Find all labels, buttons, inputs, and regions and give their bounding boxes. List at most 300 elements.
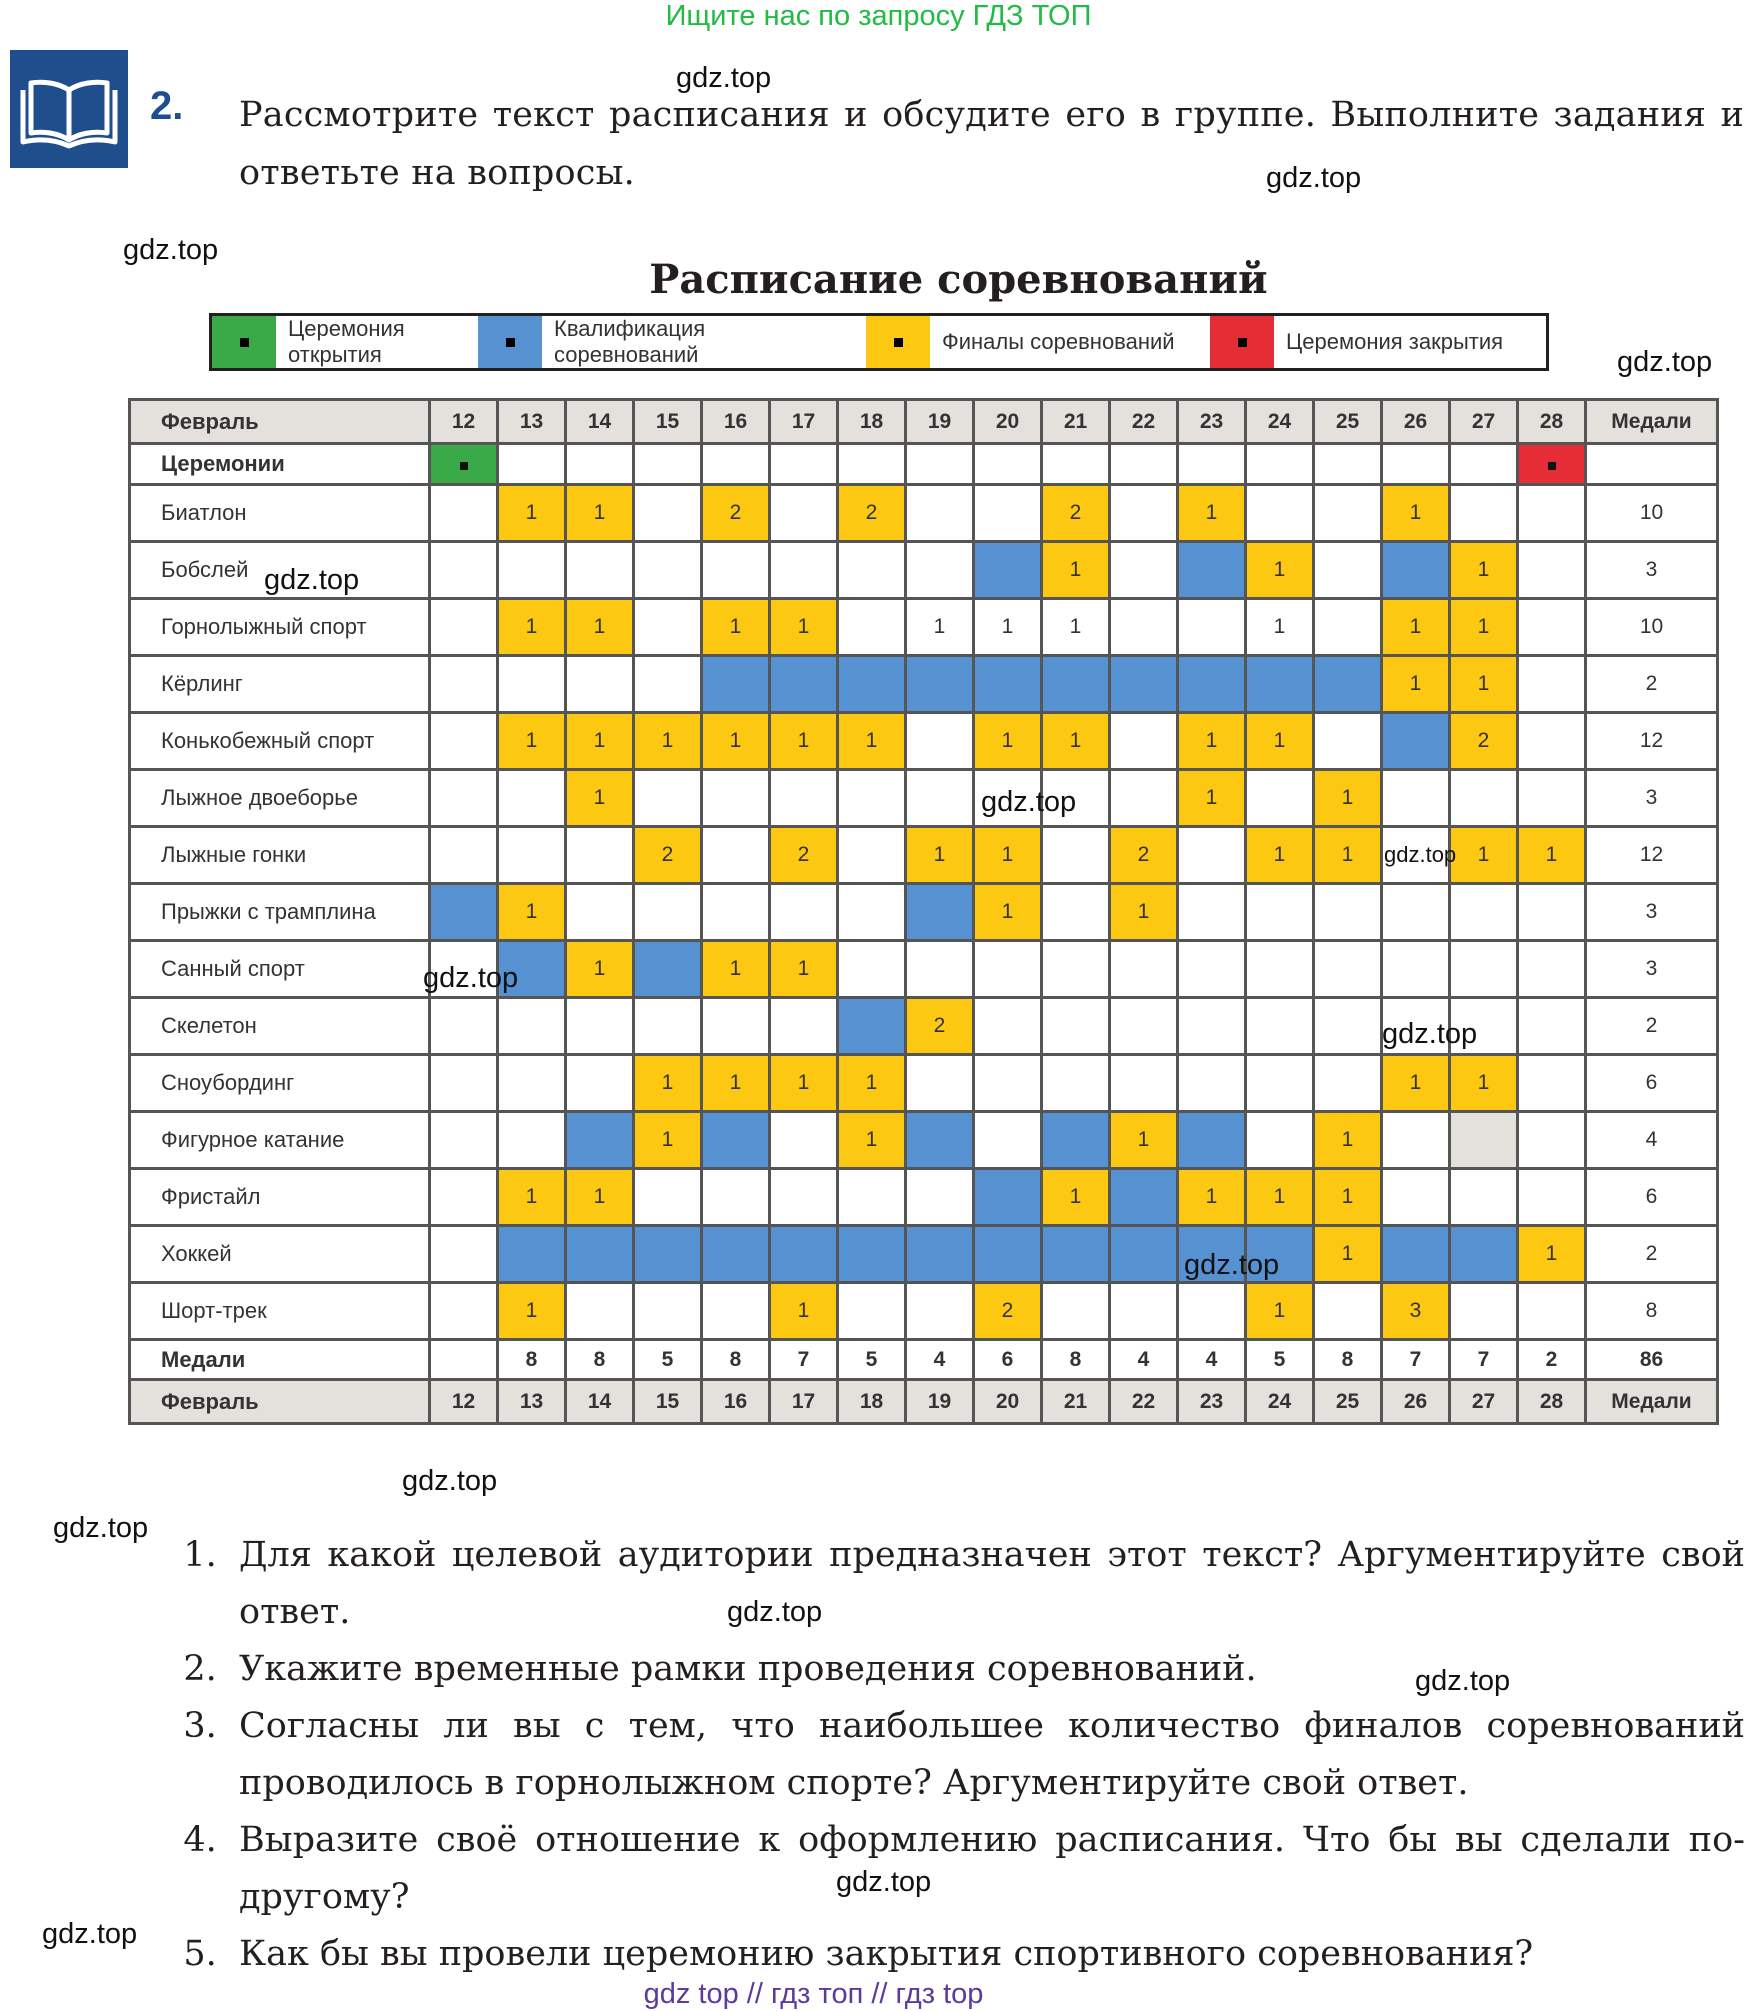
ceremonies-label: Церемонии [130, 444, 430, 485]
day-total: 5 [634, 1340, 702, 1380]
ceremony-cell [974, 444, 1042, 485]
totals-label: Медали [130, 1340, 430, 1380]
schedule-cell [1178, 1055, 1246, 1112]
day-total [430, 1340, 498, 1380]
schedule-cell [974, 1226, 1042, 1283]
schedule-cell: 1 [1246, 599, 1314, 656]
sport-row [130, 1226, 1718, 1283]
schedule-cell [1110, 770, 1178, 827]
schedule-cell: 1 [1450, 1055, 1518, 1112]
day-total: 2 [1518, 1340, 1586, 1380]
schedule-cell [1110, 542, 1178, 599]
schedule-cell [430, 713, 498, 770]
questions-list [150, 1527, 1745, 1983]
schedule-cell [1042, 941, 1110, 998]
schedule-cell [770, 884, 838, 941]
schedule-cell [1178, 1112, 1246, 1169]
schedule-cell: 1 [838, 1112, 906, 1169]
sport-medals: 3 [1586, 941, 1718, 998]
schedule-cell [634, 998, 702, 1055]
bottom-links[interactable]: gdz top // гдз топ // гдз top [643, 1978, 984, 2010]
schedule-cell [1042, 827, 1110, 884]
schedule-cell: 1 [838, 1055, 906, 1112]
schedule-cell: 1 [1042, 1169, 1110, 1226]
schedule-cell [906, 1112, 974, 1169]
schedule-cell [1314, 713, 1382, 770]
question-text: Выразите своё отношение к оформлению расписания. Что бы вы сделали по-другому? [239, 1820, 1745, 1917]
schedule-cell [566, 827, 634, 884]
schedule-cell: 2 [770, 827, 838, 884]
schedule-cell [430, 770, 498, 827]
schedule-cell [566, 1283, 634, 1340]
ceremony-cell [906, 444, 974, 485]
schedule-cell [1450, 1169, 1518, 1226]
schedule-cell [430, 542, 498, 599]
schedule-cell: 1 [770, 713, 838, 770]
schedule-cell [906, 542, 974, 599]
schedule-cell [498, 770, 566, 827]
schedule-cell [838, 1283, 906, 1340]
header-day: 25 [1314, 1380, 1382, 1424]
schedule-cell: 1 [1246, 542, 1314, 599]
schedule-cell [1042, 1112, 1110, 1169]
medals-cell [1586, 444, 1718, 485]
sport-medals: 10 [1586, 485, 1718, 542]
sport-medals: 2 [1586, 656, 1718, 713]
schedule-cell [1382, 713, 1450, 770]
schedule-cell [1110, 1226, 1178, 1283]
header-day: 14 [566, 400, 634, 444]
schedule-cell [906, 1055, 974, 1112]
sport-row [130, 713, 1718, 770]
schedule-cell [1518, 941, 1586, 998]
schedule-cell [1382, 1169, 1450, 1226]
schedule-cell: 2 [838, 485, 906, 542]
schedule-cell [770, 485, 838, 542]
schedule-cell [1110, 599, 1178, 656]
schedule-cell [974, 656, 1042, 713]
header-day: 17 [770, 1380, 838, 1424]
schedule-cell [1178, 998, 1246, 1055]
day-total: 8 [1314, 1340, 1382, 1380]
schedule-cell [1450, 1226, 1518, 1283]
sport-name: Лыжное двоеборье [130, 770, 430, 827]
schedule-cell [906, 1226, 974, 1283]
watermark: gdz.top [1382, 1018, 1478, 1050]
ceremony-cell [1518, 444, 1586, 485]
schedule-cell [430, 827, 498, 884]
schedule-cell [634, 542, 702, 599]
question-text: Для какой целевой аудитории предназначен этот текст? Аргументируйте свой ответ. [239, 1535, 1745, 1632]
schedule-cell [430, 485, 498, 542]
schedule-cell: 1 [498, 1283, 566, 1340]
schedule-cell: 1 [1382, 485, 1450, 542]
schedule-cell [1314, 485, 1382, 542]
schedule-cell [770, 770, 838, 827]
sport-medals: 6 [1586, 1169, 1718, 1226]
schedule-cell: 1 [1042, 713, 1110, 770]
day-total: 5 [838, 1340, 906, 1380]
header-day: 26 [1382, 1380, 1450, 1424]
sport-row [130, 485, 1718, 542]
schedule-cell [1178, 941, 1246, 998]
schedule-cell [430, 1283, 498, 1340]
schedule-cell: 1 [634, 713, 702, 770]
footer-row [130, 1380, 1718, 1424]
schedule-cell: 1 [1314, 1169, 1382, 1226]
schedule-cell [430, 998, 498, 1055]
schedule-cell [702, 770, 770, 827]
watermark: gdz.top [53, 1512, 149, 1544]
schedule-cell [498, 1226, 566, 1283]
schedule-cell [906, 770, 974, 827]
schedule-cell: 1 [1450, 542, 1518, 599]
watermark: gdz.top [1415, 1665, 1511, 1697]
schedule-cell [1110, 1169, 1178, 1226]
watermark: gdz.top [42, 1918, 138, 1950]
schedule-cell [974, 1169, 1042, 1226]
schedule-cell: 1 [1382, 1055, 1450, 1112]
watermark: gdz.top [1266, 162, 1362, 194]
schedule-cell [634, 1169, 702, 1226]
sport-name: Прыжки с трамплина [130, 884, 430, 941]
schedule-cell: 1 [1178, 1169, 1246, 1226]
schedule-cell: 1 [1246, 1169, 1314, 1226]
schedule-cell [498, 827, 566, 884]
schedule-cell [1314, 998, 1382, 1055]
header-day: 22 [1110, 1380, 1178, 1424]
ceremony-cell [498, 444, 566, 485]
sport-row [130, 1112, 1718, 1169]
question-item [150, 1641, 1745, 1698]
header-month: Февраль [130, 1380, 430, 1424]
task-text: Рассмотрите текст расписания и обсудите его в группе. Выполните задания и ответьте на вопросы. [239, 95, 1744, 193]
header-day: 28 [1518, 1380, 1586, 1424]
sport-name: Горнолыжный спорт [130, 599, 430, 656]
watermark: gdz.top [727, 1596, 823, 1628]
schedule-cell: 1 [1042, 599, 1110, 656]
schedule-cell [498, 1055, 566, 1112]
day-total: 8 [1042, 1340, 1110, 1380]
schedule-cell [1450, 770, 1518, 827]
sport-row [130, 998, 1718, 1055]
schedule-cell [1110, 941, 1178, 998]
schedule-cell [1382, 884, 1450, 941]
header-day: 25 [1314, 400, 1382, 444]
schedule-cell [430, 1169, 498, 1226]
watermark: gdz.top [836, 1866, 932, 1898]
schedule-cell [770, 656, 838, 713]
schedule-cell [770, 1112, 838, 1169]
ceremony-cell [702, 444, 770, 485]
schedule-cell [430, 1226, 498, 1283]
schedule-cell [430, 599, 498, 656]
header-month: Февраль [130, 400, 430, 444]
day-total: 4 [1178, 1340, 1246, 1380]
schedule-cell [1246, 941, 1314, 998]
schedule-cell: 1 [1518, 827, 1586, 884]
ceremony-marker [1548, 462, 1556, 470]
ceremony-cell [1382, 444, 1450, 485]
schedule-cell [566, 542, 634, 599]
sport-row [130, 542, 1718, 599]
sport-row [130, 1055, 1718, 1112]
schedule-cell: 2 [1450, 713, 1518, 770]
legend-swatch [478, 316, 542, 368]
sport-row [130, 770, 1718, 827]
schedule-cell: 1 [1450, 656, 1518, 713]
question-number: 2. [183, 1649, 239, 1689]
total-medals: 86 [1586, 1340, 1718, 1380]
schedule-cell: 2 [974, 1283, 1042, 1340]
schedule-cell [1246, 884, 1314, 941]
schedule-cell [430, 1112, 498, 1169]
header-day: 13 [498, 400, 566, 444]
sport-name: Фигурное катание [130, 1112, 430, 1169]
schedule-cell [1110, 485, 1178, 542]
schedule-cell [906, 884, 974, 941]
header-day: 12 [430, 400, 498, 444]
question-number: 5. [183, 1934, 239, 1974]
schedule-cell [566, 1226, 634, 1283]
schedule-cell [634, 884, 702, 941]
sport-row [130, 656, 1718, 713]
schedule-cell [1246, 1112, 1314, 1169]
schedule-cell [1042, 998, 1110, 1055]
sport-name: Биатлон [130, 485, 430, 542]
schedule-cell: 1 [498, 884, 566, 941]
schedule-cell [702, 542, 770, 599]
sport-row [130, 941, 1718, 998]
schedule-cell: 1 [1246, 1283, 1314, 1340]
legend-label: Церемония закрытия [1274, 316, 1528, 368]
schedule-cell [1178, 656, 1246, 713]
schedule-cell [1246, 1055, 1314, 1112]
schedule-cell [566, 998, 634, 1055]
sport-medals: 8 [1586, 1283, 1718, 1340]
schedule-cell [1314, 1283, 1382, 1340]
schedule-cell [1518, 1055, 1586, 1112]
book-icon [10, 50, 128, 168]
schedule-cell [1518, 485, 1586, 542]
schedule-cell: 1 [1314, 1226, 1382, 1283]
header-day: 14 [566, 1380, 634, 1424]
schedule-cell [974, 542, 1042, 599]
legend-swatch [212, 316, 276, 368]
schedule-cell: 1 [1110, 884, 1178, 941]
day-total: 7 [1450, 1340, 1518, 1380]
schedule-cell [1110, 713, 1178, 770]
watermark: gdz.top [676, 62, 772, 94]
header-day: 15 [634, 1380, 702, 1424]
ceremony-cell [770, 444, 838, 485]
header-day: 21 [1042, 1380, 1110, 1424]
schedule-cell [702, 656, 770, 713]
schedule-cell: 1 [974, 827, 1042, 884]
schedule-cell [702, 827, 770, 884]
schedule-cell [974, 1112, 1042, 1169]
schedule-cell: 1 [974, 599, 1042, 656]
header-day: 16 [702, 1380, 770, 1424]
question-item [150, 1926, 1745, 1983]
schedule-cell: 1 [702, 599, 770, 656]
schedule-cell [1518, 599, 1586, 656]
ceremony-cell [1246, 444, 1314, 485]
schedule-cell: 1 [974, 884, 1042, 941]
schedule-cell [1110, 1055, 1178, 1112]
watermark: gdz.top [1384, 842, 1457, 867]
schedule-cell [1518, 770, 1586, 827]
schedule-cell: 1 [1178, 770, 1246, 827]
schedule-cell [1246, 485, 1314, 542]
schedule-cell [1518, 1169, 1586, 1226]
schedule-cell [430, 884, 498, 941]
header-day: 24 [1246, 400, 1314, 444]
schedule-cell: 1 [770, 1055, 838, 1112]
schedule-cell [1450, 941, 1518, 998]
schedule-cell [1450, 485, 1518, 542]
schedule-cell: 1 [702, 941, 770, 998]
schedule-cell [1042, 656, 1110, 713]
schedule-cell [838, 656, 906, 713]
schedule-cell [566, 884, 634, 941]
schedule-cell [1110, 656, 1178, 713]
schedule-cell [566, 656, 634, 713]
schedule-cell [702, 1283, 770, 1340]
sport-name: Фристайл [130, 1169, 430, 1226]
schedule-cell: 1 [1314, 1112, 1382, 1169]
question-item [150, 1812, 1745, 1926]
schedule-cell [1518, 542, 1586, 599]
header-day: 22 [1110, 400, 1178, 444]
schedule-cell [838, 884, 906, 941]
schedule-cell [974, 998, 1042, 1055]
sport-name: Кёрлинг [130, 656, 430, 713]
schedule-cell [1314, 599, 1382, 656]
header-day: 18 [838, 1380, 906, 1424]
ceremony-cell [1450, 444, 1518, 485]
schedule-cell [906, 1283, 974, 1340]
sport-name: Санный спорт [130, 941, 430, 998]
schedule-cell: 1 [770, 599, 838, 656]
schedule-cell: 1 [1314, 770, 1382, 827]
header-day: 15 [634, 400, 702, 444]
header-day: 16 [702, 400, 770, 444]
schedule-cell [498, 542, 566, 599]
header-day: 20 [974, 1380, 1042, 1424]
schedule-cell [1110, 998, 1178, 1055]
schedule-cell: 1 [702, 713, 770, 770]
schedule-cell [1246, 998, 1314, 1055]
schedule-cell: 1 [770, 1283, 838, 1340]
schedule-cell: 1 [1178, 485, 1246, 542]
schedule-cell [1382, 941, 1450, 998]
schedule-cell: 1 [1110, 1112, 1178, 1169]
schedule-table [128, 398, 1719, 1425]
header-day: 27 [1450, 400, 1518, 444]
schedule-cell: 2 [906, 998, 974, 1055]
question-number: 1. [183, 1535, 239, 1575]
schedule-cell [1314, 656, 1382, 713]
schedule-cell [1042, 884, 1110, 941]
schedule-cell [1518, 1283, 1586, 1340]
totals-row [130, 1340, 1718, 1380]
schedule-cell [1042, 1283, 1110, 1340]
schedule-cell [634, 1283, 702, 1340]
schedule-cell: 1 [1314, 827, 1382, 884]
schedule-cell [634, 941, 702, 998]
sport-row [130, 1283, 1718, 1340]
header-medals: Медали [1586, 400, 1718, 444]
schedule-cell: 1 [1382, 599, 1450, 656]
question-text: Согласны ли вы с тем, что наибольшее количество финалов соревнований проводилось в горнолыжном спорте? Аргументируйте свой ответ. [239, 1706, 1745, 1803]
schedule-cell [634, 770, 702, 827]
schedule-cell: 1 [906, 599, 974, 656]
header-day: 24 [1246, 1380, 1314, 1424]
schedule-cell [702, 1169, 770, 1226]
schedule-cell [1450, 1112, 1518, 1169]
watermark: gdz.top [1184, 1249, 1280, 1281]
watermark: gdz.top [1617, 346, 1713, 378]
header-medals: Медали [1586, 1380, 1718, 1424]
task-number: 2. [150, 84, 184, 128]
schedule-cell [1178, 599, 1246, 656]
sport-medals: 3 [1586, 770, 1718, 827]
schedule-cell [634, 599, 702, 656]
schedule-cell [906, 713, 974, 770]
day-total: 8 [566, 1340, 634, 1380]
schedule-cell [430, 1055, 498, 1112]
header-day: 23 [1178, 1380, 1246, 1424]
schedule-cell [974, 941, 1042, 998]
sport-name: Шорт-трек [130, 1283, 430, 1340]
ceremony-cell [1178, 444, 1246, 485]
sport-name: Конькобежный спорт [130, 713, 430, 770]
ceremony-cell [634, 444, 702, 485]
sport-medals: 2 [1586, 998, 1718, 1055]
schedule-cell [498, 656, 566, 713]
schedule-title: Расписание соревнований [649, 256, 1268, 303]
schedule-cell: 1 [634, 1112, 702, 1169]
schedule-cell [1178, 1283, 1246, 1340]
schedule-cell [1178, 884, 1246, 941]
schedule-cell: 2 [1042, 485, 1110, 542]
ceremony-cell [1110, 444, 1178, 485]
schedule-cell [634, 485, 702, 542]
question-item [150, 1698, 1745, 1812]
watermark: gdz.top [402, 1465, 498, 1497]
schedule-cell [1518, 998, 1586, 1055]
sport-medals: 6 [1586, 1055, 1718, 1112]
schedule-cell [1042, 1055, 1110, 1112]
schedule-cell [566, 1055, 634, 1112]
schedule-cell: 1 [566, 941, 634, 998]
sport-name: Хоккей [130, 1226, 430, 1283]
top-banner[interactable]: Ищите нас по запросу ГДЗ ТОП [665, 0, 1092, 32]
schedule-cell [702, 998, 770, 1055]
schedule-cell [498, 1112, 566, 1169]
header-day: 28 [1518, 400, 1586, 444]
schedule-cell [974, 485, 1042, 542]
schedule-cell [1314, 941, 1382, 998]
ceremony-cell [430, 444, 498, 485]
schedule-cell [1178, 542, 1246, 599]
schedule-cell [770, 1169, 838, 1226]
schedule-cell [1178, 827, 1246, 884]
question-text: Как бы вы провели церемонию закрытия спортивного соревнования? [239, 1934, 1534, 1974]
schedule-cell [838, 770, 906, 827]
schedule-cell [430, 656, 498, 713]
